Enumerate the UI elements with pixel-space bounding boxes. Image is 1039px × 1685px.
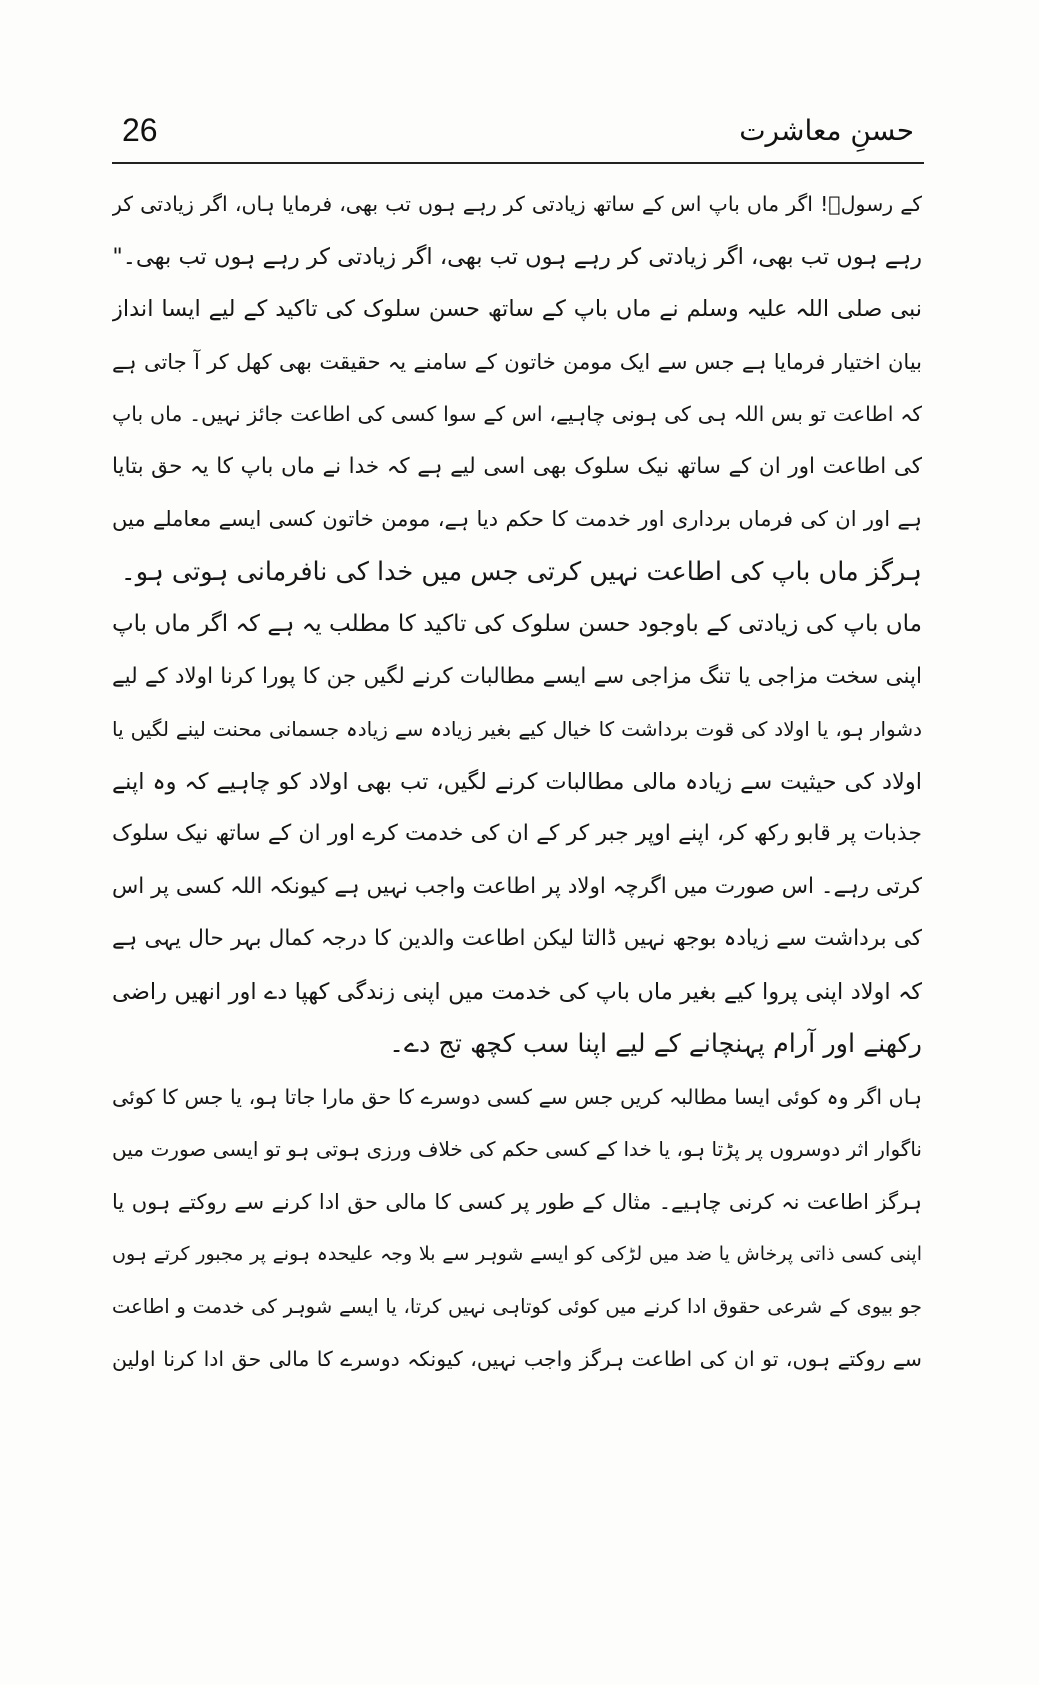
text-line: رہے ہوں تب بھی، اگر زیادتی کر رہے ہوں تب بھی، اگر زیادتی کر رہے ہوں تب بھی۔": [112, 243, 922, 270]
text-line: ماں باپ کی زیادتی کے باوجود حسن سلوک کی تاکید کا مطلب یہ ہے کہ اگر ماں باپ: [112, 611, 922, 637]
text-line: کی برداشت سے زیادہ بوجھ نہیں ڈالتا لیکن اطاعت والدین کا درجہ کمال بہر حال یہی ہے: [112, 926, 922, 951]
text-line: ناگوار اثر دوسروں پر پڑتا ہو، یا خدا کے کسی حکم کی خلاف ورزی ہوتی ہو تو ایسی صورت میں: [112, 1137, 922, 1161]
text-line: ہرگز اطاعت نہ کرنی چاہیے۔ مثال کے طور پر کسی کا مالی حق ادا کرنے سے روکتے ہوں یا: [112, 1189, 922, 1214]
text-line: جو بیوی کے شرعی حقوق ادا کرنے میں کوئی کوتاہی نہیں کرتا، یا ایسے شوہر کی خدمت و اطاعت: [112, 1294, 922, 1318]
running-title: حسنِ معاشرت: [739, 114, 914, 147]
text-line: اپنی سخت مزاجی یا تنگ مزاجی سے ایسے مطالبات کرنے لگیں جن کا پورا کرنا اولاد کے لیے: [112, 663, 922, 689]
text-line: کہ اولاد اپنی پروا کیے بغیر ماں باپ کی خدمت میں اپنی زندگی کھپا دے اور انھیں راضی: [112, 978, 922, 1005]
text-line: کے رسولؐ! اگر ماں باپ اس کے ساتھ زیادتی کر رہے ہوں تب بھی، فرمایا ہاں، اگر زیادتی کر: [112, 192, 922, 216]
text-line: رکھنے اور آرام پہنچانے کے لیے اپنا سب کچھ تج دے۔: [389, 1029, 922, 1059]
text-line: نبی صلی اللہ علیہ وسلم نے ماں باپ کے ساتھ حسن سلوک کی تاکید کے لیے ایسا انداز: [112, 296, 922, 322]
text-line: ہے اور ان کی فرماں برداری اور خدمت کا حکم دیا ہے، مومن خاتون کسی ایسے معاملے میں: [112, 507, 922, 531]
text-line: ہاں اگر وہ کوئی ایسا مطالبہ کریں جس سے کسی دوسرے کا حق مارا جاتا ہو، یا جس کا کوئی: [112, 1084, 922, 1109]
text-line: ہرگز ماں باپ کی اطاعت نہیں کرتی جس میں خدا کی نافرمانی ہوتی ہو۔: [120, 556, 922, 587]
page-number: 26: [122, 112, 158, 148]
text-line: کرتی رہے۔ اس صورت میں اگرچہ اولاد پر اطاعت واجب نہیں ہے کیونکہ اللہ کسی پر اس: [112, 873, 922, 899]
page-header: [112, 108, 920, 168]
text-line: اپنی کسی ذاتی پرخاش یا ضد میں لڑکی کو ایسے شوہر سے بلا وجہ علیحدہ ہونے پر مجبور کرتے ہوں: [112, 1243, 922, 1265]
header-rule: [112, 162, 924, 164]
text-line: جذبات پر قابو رکھ کر، اپنے اوپر جبر کر کے ان کی خدمت کرے اور ان کے ساتھ نیک سلوک: [112, 821, 922, 846]
body-text: [112, 178, 922, 1598]
text-line: اولاد کی حیثیت سے زیادہ مالی مطالبات کرنے لگیں، تب بھی اولاد کو چاہیے کہ وہ اپنے: [112, 768, 922, 795]
text-line: دشوار ہو، یا اولاد کی قوت برداشت کا خیال کیے بغیر زیادہ سے زیادہ جسمانی محنت لینے لگیں یا: [112, 717, 922, 741]
text-line: سے روکتے ہوں، تو ان کی اطاعت ہرگز واجب نہیں، کیونکہ دوسرے کا مالی حق ادا کرنا اولین: [112, 1347, 922, 1371]
text-line: بیان اختیار فرمایا ہے جس سے ایک مومن خاتون کے سامنے یہ حقیقت بھی کھل کر آ جاتی ہے: [112, 349, 922, 374]
text-line: کی اطاعت اور ان کے ساتھ نیک سلوک بھی اسی لیے ہے کہ خدا نے ماں باپ کا یہ حق بتایا: [112, 453, 922, 479]
text-line: کہ اطاعت تو بس اللہ ہی کی ہونی چاہیے، اس کے سوا کسی کی اطاعت جائز نہیں۔ ماں باپ: [112, 402, 922, 426]
